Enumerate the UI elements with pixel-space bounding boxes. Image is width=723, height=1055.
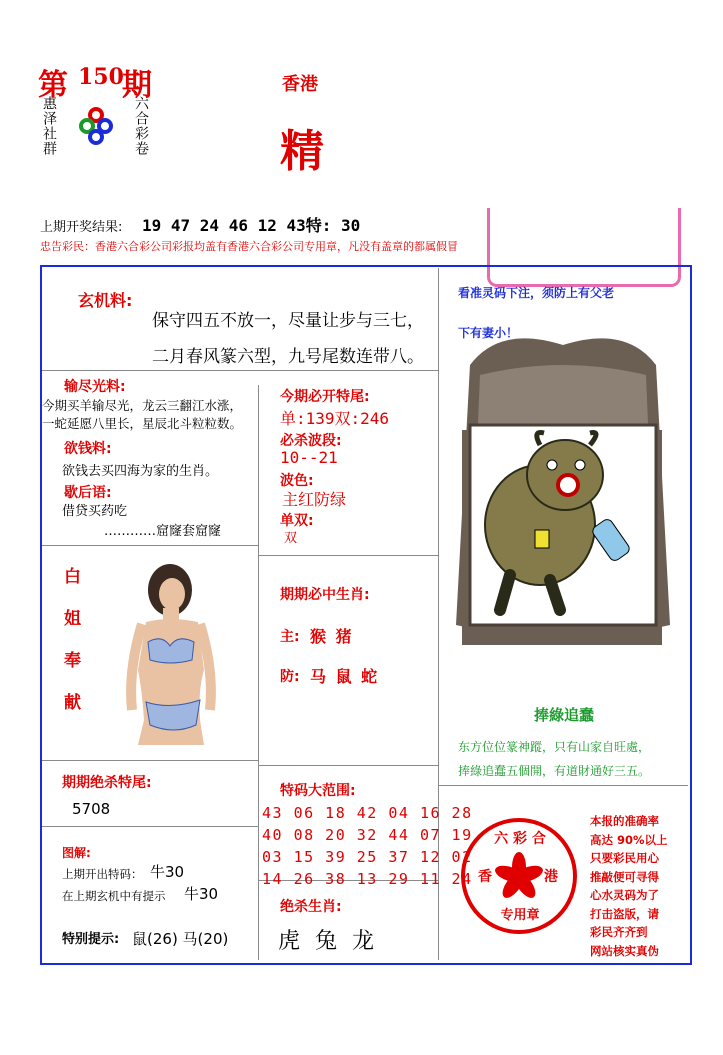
issue-number: 150 — [78, 64, 124, 90]
accuracy-line: 网站核实真伪 — [590, 943, 659, 958]
beauty-char-1: 白 — [64, 567, 81, 587]
tujie-title: 图解: — [62, 846, 91, 860]
row-divider-2 — [42, 545, 258, 546]
bizhong-fang-value: 马 鼠 蛇 — [310, 667, 380, 686]
juesha-wei-title: 期期绝杀特尾: — [62, 775, 152, 791]
region-label: 香港 — [282, 74, 318, 95]
right-top-line2: 下有妻小！ — [458, 326, 519, 340]
row-divider-3 — [258, 555, 438, 556]
yuqian-title: 欲钱料: — [64, 441, 112, 457]
row-divider-1 — [42, 370, 438, 371]
bobo-value: 10--21 — [280, 448, 338, 467]
accuracy-line: 心水灵码为了 — [590, 888, 659, 902]
accuracy-line: 高达 90%以上 — [590, 832, 668, 847]
bose-value: 主红防绿 — [282, 490, 347, 509]
shujin-title: 输尽光料: — [64, 379, 126, 395]
stamp-right-text: 港 — [544, 869, 558, 885]
tema-range-grid — [262, 802, 473, 890]
juesha-sx-value: 虎 兔 龙 — [278, 929, 378, 954]
xiehouyu-line1: 借贷买药吃 — [62, 504, 128, 519]
issue-qi: 期 — [122, 68, 152, 103]
bangyuan-line1: 东方位位篆神蹤，只有山家自旺處， — [458, 740, 651, 754]
tebie-value: 鼠(26) 马(20) — [132, 930, 229, 948]
bobo-title: 必杀波段: — [280, 433, 342, 449]
row-divider-8 — [438, 785, 688, 786]
accuracy-line: 彩民齐齐到 — [590, 925, 648, 939]
bizhong-fang-label: 防: — [280, 669, 300, 685]
row-divider-5 — [258, 765, 438, 766]
xiehouyu-line2: …………窟窿套窟窿 — [104, 524, 222, 539]
tujie-line2-label: 在上期玄机中有提示 — [62, 889, 166, 903]
accuracy-notice — [590, 812, 668, 960]
tebie-title: 特别提示: — [62, 932, 120, 947]
beauty-char-3: 奉 — [64, 651, 81, 671]
juesha-sx-title: 绝杀生肖: — [280, 899, 342, 915]
bose-title: 波色: — [280, 473, 314, 489]
bauhinia-icon — [493, 852, 545, 901]
warning-text: 忠告彩民：香港六合彩公司彩报均盖有香港六合彩公司专用章，凡没有盖章的都属假冒 — [40, 240, 458, 253]
beauty-char-4: 献 — [64, 693, 81, 713]
right-top-line1: 看准灵码下注，须防上有父老 — [458, 286, 615, 300]
shujin-line1: 今期买羊输尽光，龙云三翻江水涨， — [42, 398, 243, 413]
tujie-line1-value: 牛30 — [150, 863, 185, 881]
last-result-label: 上期开奖结果: — [40, 220, 123, 235]
shujin-line2: 一蛇延愿八里长，星辰北斗粒粒数。 — [42, 416, 243, 431]
juesha-wei-value: 5708 — [72, 800, 111, 818]
title-char: 精 — [280, 126, 324, 177]
last-result-numbers: 19 47 24 46 12 43特: 30 — [142, 216, 361, 235]
row-divider-4 — [42, 760, 258, 761]
ox-picture-frame — [440, 325, 686, 655]
stamp-left-text: 香 — [478, 869, 492, 885]
bizhong-main-label: 主: — [280, 629, 300, 645]
xuanji-line1: 保守四五不放一，尽量让步与三七， — [152, 311, 424, 331]
xuanji-line2: 二月春风篆六型，九号尾数连带八。 — [152, 347, 424, 367]
accuracy-line: 本报的准确率 — [590, 814, 659, 828]
lottery-logo-icon — [78, 106, 114, 146]
beauty-char-2: 姐 — [64, 609, 81, 629]
bangyuan-line2: 捧綠追蠢五個開，有道財通好三五。 — [458, 764, 651, 778]
model-photo — [118, 560, 218, 745]
bizhong-main-value: 猴 猪 — [310, 627, 354, 646]
tema-range-row: 14 26 38 13 29 11 24 — [262, 870, 473, 888]
issue-di: 第 — [38, 68, 68, 103]
col-divider-1 — [258, 385, 259, 960]
tema-range-title: 特码大范围: — [280, 783, 356, 799]
tema-range-row: 40 08 20 32 44 07 19 — [262, 826, 473, 844]
tujie-line1-label: 上期开出特码： — [62, 867, 143, 881]
accuracy-line: 打击盗版，请 — [590, 906, 659, 921]
tema-range-row: 03 15 39 25 37 12 02 — [262, 848, 473, 866]
tema-range-row: 43 06 18 42 04 16 28 — [262, 804, 473, 822]
tujie-line2-value: 牛30 — [184, 885, 219, 903]
accuracy-line: 只要彩民用心 — [590, 851, 659, 865]
club-name-vertical: 惠泽社群 — [41, 96, 57, 156]
tema-wei-value: 单:139双:246 — [280, 409, 390, 428]
row-divider-6 — [42, 826, 258, 827]
bizhong-title: 期期必中生肖: — [280, 587, 370, 603]
xuanji-title: 玄机料: — [78, 291, 133, 310]
stamp-bottom-text: 专用章 — [500, 908, 540, 923]
xiehouyu-title: 歇后语: — [64, 485, 112, 501]
yuqian-text: 欲钱去买四海为家的生肖。 — [62, 464, 219, 479]
danshuang-value: 双 — [284, 531, 298, 546]
danshuang-title: 单双: — [280, 513, 314, 529]
bangyuan-title: 捧綠追蠢 — [534, 706, 595, 724]
accuracy-line: 推敲便可寻得 — [590, 869, 659, 884]
lottery-name-vertical: 六合彩卷 — [133, 96, 149, 156]
stamp-top-text: 六 彩 合 — [494, 831, 546, 847]
tema-wei-title: 今期必开特尾: — [280, 389, 370, 405]
